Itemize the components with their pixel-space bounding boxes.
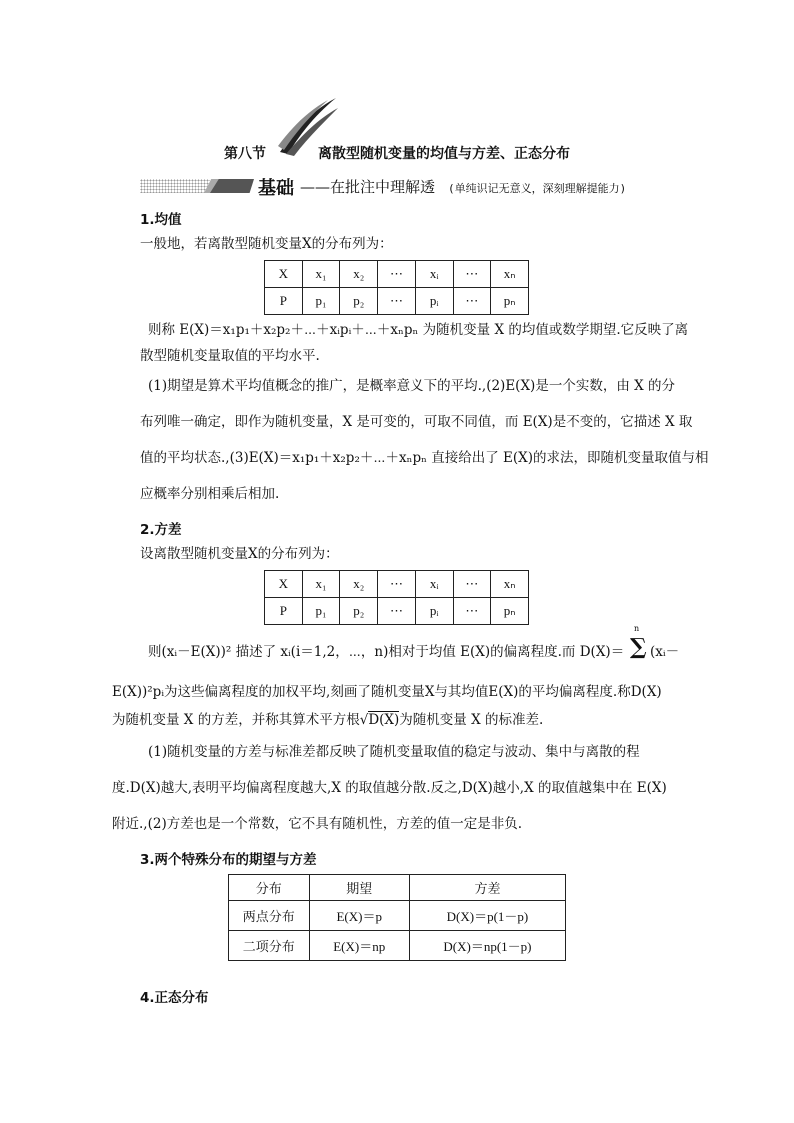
table-cell: D(X)＝p(1－p) (409, 901, 565, 931)
mean-note-line: (1)期望是算术平均值概念的推广，是概率意义下的平均.,(2)E(X)是一个实数，由 X 的分 (148, 378, 676, 394)
table-cell: ⋯ (453, 261, 491, 288)
table-cell: ⋯ (453, 598, 491, 625)
table-row (265, 288, 529, 315)
table-cell: ⋯ (378, 571, 416, 598)
mean-note-line: 值的平均状态.,(3)E(X)＝x₁p₁＋x₂p₂＋⋯＋xₙpₙ 直接给出了 E(X)的求法，即随机变量取值与相 (140, 450, 709, 466)
heading-variance: 2.方差 (140, 522, 182, 538)
section-title: 离散型随机变量的均值与方差、正态分布 (318, 146, 570, 162)
table-header-row (229, 875, 566, 901)
banner-note: (单纯识记无意义，深刻理解提能力) (448, 182, 627, 195)
table-cell: pᵢ (415, 288, 453, 315)
mean-definition-line: 则称 E(X)＝x₁p₁＋x₂p₂＋⋯＋xᵢpᵢ＋⋯＋xₙpₙ 为随机变量 X 的均值或数学期望.它反映了离 (148, 322, 689, 338)
heading-special-distributions: 3.两个特殊分布的期望与方差 (140, 852, 317, 868)
table-cell: P (265, 288, 303, 315)
table-cell: X (265, 571, 303, 598)
table-cell: P (265, 598, 303, 625)
banner-subtitle: ——在批注中理解透 (300, 178, 436, 196)
variance-intro: 设离散型随机变量X的分布列为： (140, 546, 339, 562)
table-cell: 二项分布 (229, 931, 310, 961)
variance-note-line: 附近.,(2)方差也是一个常数，它不具有随机性，方差的值一定是非负. (112, 816, 522, 832)
table-cell: ⋯ (378, 288, 416, 315)
banner-main: 基础 (258, 178, 294, 199)
table-cell: 两点分布 (229, 901, 310, 931)
page-title (0, 143, 794, 163)
table-cell: X (265, 261, 303, 288)
table-header-cell: 分布 (229, 875, 310, 901)
table-header-cell: 期望 (309, 875, 409, 901)
table-cell: xᵢ (415, 261, 453, 288)
variance-distribution-table (264, 570, 529, 625)
heading-mean: 1.均值 (140, 212, 182, 228)
mean-note-line: 应概率分别相乘后相加. (140, 486, 280, 502)
table-cell: pₙ (491, 598, 529, 625)
table-cell: ⋯ (378, 598, 416, 625)
table-cell: xₙ (491, 571, 529, 598)
table-row (265, 261, 529, 288)
table-header-cell: 方差 (409, 875, 565, 901)
sqrt-radical-icon: √ (359, 712, 369, 728)
variance-definition-text: 为随机变量 X 的标准差. (399, 712, 544, 728)
table-cell: E(X)＝p (309, 901, 409, 931)
variance-definition-text: 为随机变量 X 的方差，并称其算术平方根 (112, 712, 360, 728)
table-cell: p₁ (302, 288, 340, 315)
table-cell: x₁ (302, 571, 340, 598)
table-row (229, 931, 566, 961)
table-row (265, 571, 529, 598)
mean-distribution-table (264, 260, 529, 315)
table-row (265, 598, 529, 625)
table-cell: ⋯ (378, 261, 416, 288)
variance-note-line: 度.D(X)越大,表明平均偏离程度越大,X 的取值越分散.反之,D(X)越小,X 的取值越集中在 E(X) (112, 780, 667, 796)
table-cell: ⋯ (453, 288, 491, 315)
table-cell: xₙ (491, 261, 529, 288)
banner-dots (140, 179, 210, 193)
variance-definition-text: (xᵢ－ (650, 644, 680, 660)
variance-definition-line (112, 710, 543, 730)
table-cell: xᵢ (415, 571, 453, 598)
heading-normal-distribution: 4.正态分布 (140, 990, 209, 1006)
special-distributions-table (228, 874, 566, 961)
mean-note-line: 布列唯一确定，即作为随机变量，X 是可变的，可取不同值，而 E(X)是不变的，它描述 X 取 (140, 414, 693, 430)
variance-definition-line: E(X))²pᵢ为这些偏离程度的加权平均,刻画了随机变量X与其均值E(X)的平均偏离程度.称D(X) (112, 684, 662, 700)
table-cell: pᵢ (415, 598, 453, 625)
table-cell: p₁ (302, 598, 340, 625)
variance-definition-line (148, 642, 624, 662)
variance-definition-text: 则(xᵢ－E(X))² 描述了 xᵢ(i＝1,2，⋯，n)相对于均值 E(X)的偏离程度.而 D(X)＝ (148, 644, 625, 660)
table-cell: p₂ (340, 598, 378, 625)
mean-intro: 一般地，若离散型随机变量X的分布列为： (140, 236, 393, 252)
sqrt-operand: D(X) (368, 712, 400, 728)
table-cell: E(X)＝np (309, 931, 409, 961)
table-cell: x₁ (302, 261, 340, 288)
table-row (229, 901, 566, 931)
sigma-icon: ∑ (630, 634, 647, 660)
table-cell: x₂ (340, 571, 378, 598)
table-cell: p₂ (340, 288, 378, 315)
table-cell: D(X)＝np(1－p) (409, 931, 565, 961)
table-cell: x₂ (340, 261, 378, 288)
table-cell: pₙ (491, 288, 529, 315)
variance-note-line: (1)随机变量的方差与标准差都反映了随机变量取值的稳定与波动、集中与离散的程 (148, 744, 640, 760)
section-label: 第八节 (224, 146, 266, 162)
mean-definition-line: 散型随机变量取值的平均水平. (140, 348, 320, 364)
section-banner (140, 176, 700, 198)
sum-upper-limit: n (634, 624, 640, 633)
table-cell: ⋯ (453, 571, 491, 598)
